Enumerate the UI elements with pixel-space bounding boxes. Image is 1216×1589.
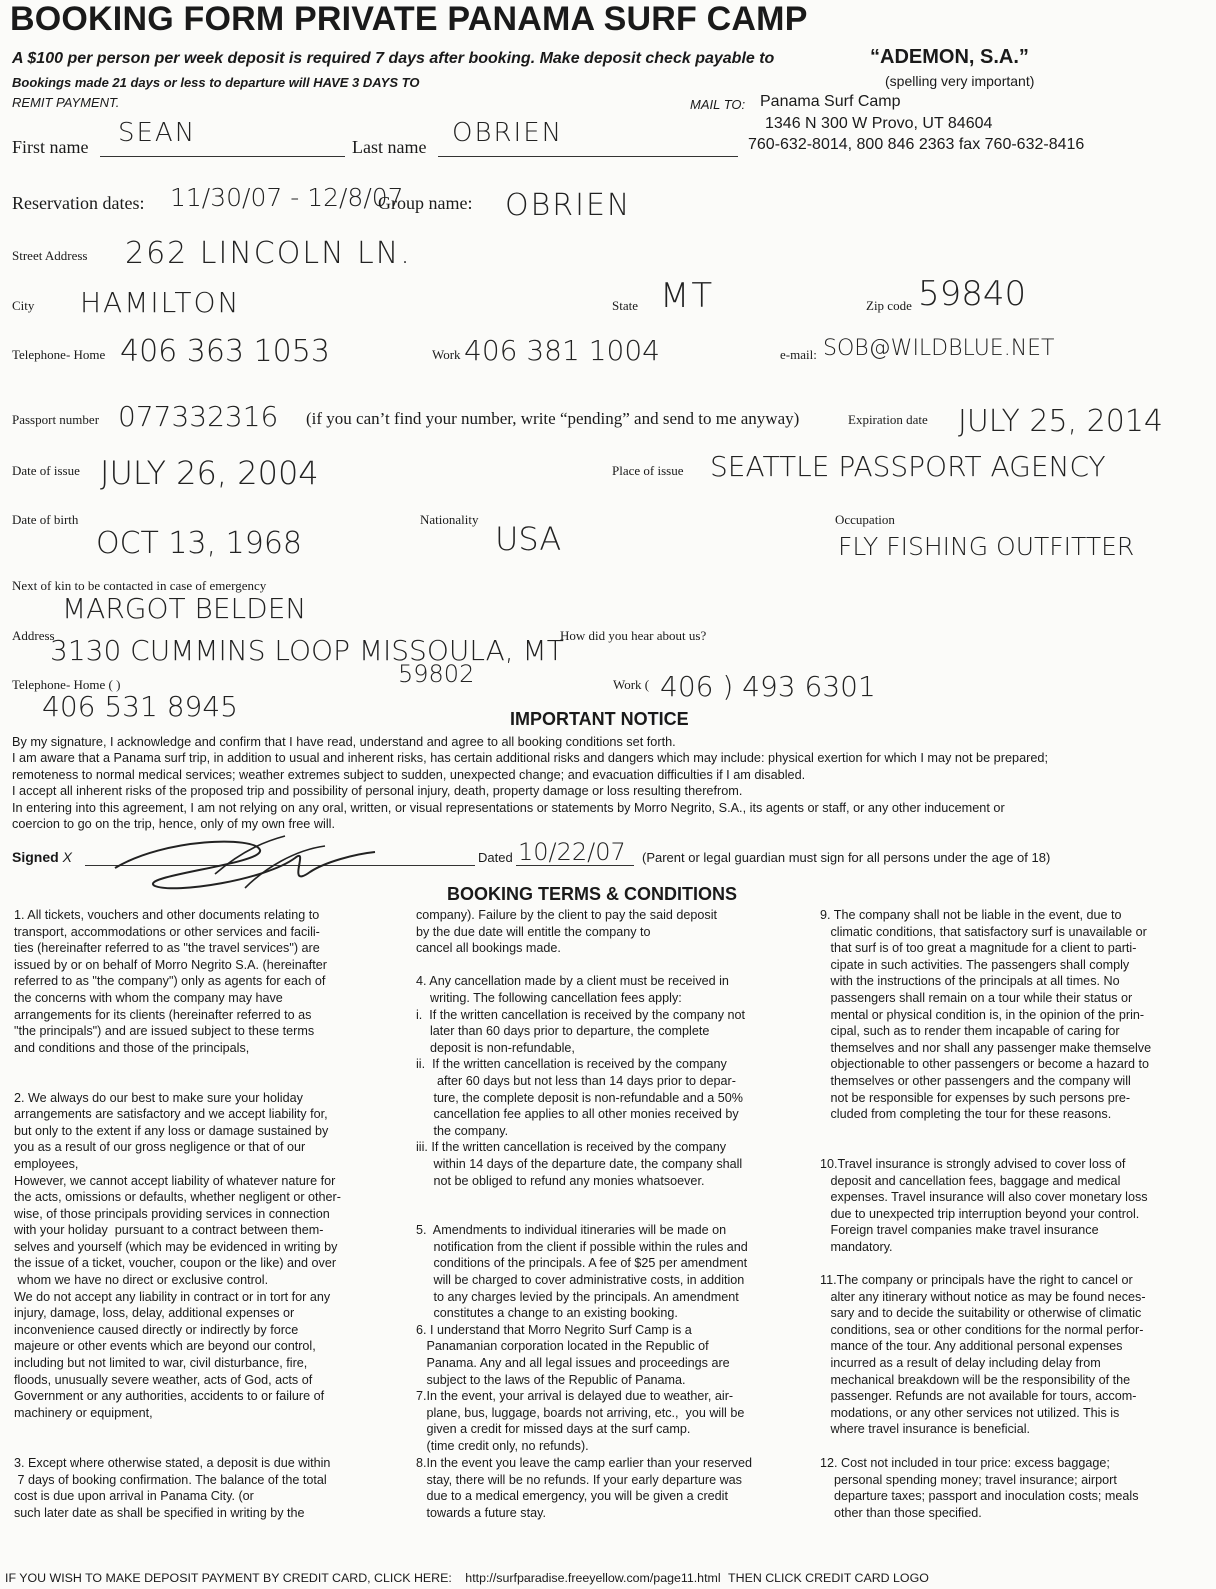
next-of-kin-label: Next of kin to be contacted in case of emergency: [12, 578, 267, 593]
first-name-value[interactable]: SEAN: [118, 118, 197, 148]
occupation-value[interactable]: FLY FISHING OUTFITTER: [838, 532, 1135, 561]
last-name-value[interactable]: OBRIEN: [452, 118, 564, 148]
mail-name: Panama Surf Camp: [760, 93, 901, 110]
passport-note: (if you can’t find your number, write “pending” and send to me anyway): [306, 409, 800, 428]
important-notice-body: [12, 734, 1212, 832]
group-name-label: Group name:: [378, 193, 473, 213]
reservation-dates-value[interactable]: 11/30/07 - 12/8/07: [170, 183, 404, 212]
short-notice-line-2: REMIT PAYMENT.: [12, 95, 120, 110]
terms-col-1-bottom: 3. Except where otherwise stated, a deposit is due within 7 days of booking confirmation. The balance of the total cost is due upon arrival in Panama City. (or such later date as shall be specified in writing by the: [14, 1456, 331, 1520]
nationality-value[interactable]: USA: [495, 520, 562, 558]
street-address-value[interactable]: 262 LINCOLN LN.: [125, 236, 412, 271]
mail-phones: 760-632-8014, 800 846 2363 fax 760-632-8416: [748, 136, 1085, 153]
expiration-value[interactable]: JULY 25, 2014: [958, 404, 1163, 439]
signed-label: [12, 849, 72, 865]
state-label: State: [612, 298, 638, 313]
terms-col-2-top: company). Failure by the client to pay the said deposit by the due date will entitle the company to cancel all bookings made. 4. Any cancellation made by a client must be received in writing. The following cancellation fees apply: i. If the written cancellation is received by the company not later than 60 days prior to departure, the complete deposit is non-refundable, ii. If the written cancellation is received by the company after 60 days but not less than 14 days prior to depar- ture, the complete deposit is non-refundable and a 50% cancellation fee applies to all other monies received by the company. iii. If the written cancellation is received by the company within 14 days of the departure date, the company shall not be obliged to refund any monies whatsoever. 5. Amendments to individual itineraries will be made on notification from the client if possible within the rules and conditions of the principals. A fee of $25 per amendment will be charged to cover administrative costs, in addition to any charges levied by the principals. An amendment constitutes a change to an existing booking. 6. I understand that Morro Negrito Surf Camp is a Panamanian corporation located in the Republic of Panama. Any and all legal issues and proceedings are subject to the laws of the Republic of Panama. 7.In the event, your arrival is delayed due to weather, air- plane, bus, luggage, boards not arriving, etc., you will be given a credit for missed days at the surf camp. (time credit only, no refunds).: [416, 908, 748, 1453]
place-of-issue-value[interactable]: SEATTLE PASSPORT AGENCY: [710, 450, 1106, 483]
first-name-label: First name: [12, 137, 89, 157]
city-label: City: [12, 298, 35, 313]
short-notice-line-1: Bookings made 21 days or less to departure will HAVE 3 DAYS TO: [12, 75, 420, 90]
email-label: e-mail:: [780, 347, 817, 362]
date-of-birth-value[interactable]: OCT 13, 1968: [96, 526, 303, 561]
signature-scribble[interactable]: [95, 828, 385, 896]
street-address-label: Street Address: [12, 248, 88, 263]
kin-work-label: Work (: [613, 677, 650, 692]
terms-heading: BOOKING TERMS & CONDITIONS: [447, 884, 738, 904]
kin-address-value[interactable]: 3130 CUMMINS LOOP MISSOULA, MT: [50, 634, 564, 667]
footer-tail: THEN CLICK CREDIT CARD LOGO: [728, 1571, 929, 1585]
nationality-label: Nationality: [420, 512, 479, 527]
footer-text: IF YOU WISH TO MAKE DEPOSIT PAYMENT BY CREDIT CARD, CLICK HERE:: [5, 1571, 452, 1585]
work-label: Work: [432, 347, 461, 362]
passport-number-label: Passport number: [12, 412, 100, 427]
place-of-issue-label: Place of issue: [612, 463, 684, 478]
signed-text: Signed: [12, 849, 59, 865]
tel-home-label: Telephone- Home: [12, 347, 106, 362]
email-value[interactable]: SOB@WILDBLUE.NET: [823, 336, 1055, 361]
spelling-note: (spelling very important): [885, 73, 1035, 89]
dated-label: Dated: [478, 850, 513, 865]
passport-number-value[interactable]: 077332316: [118, 400, 279, 433]
notice-line: By my signature, I acknowledge and confirm that I have read, understand and agree to all booking conditions set forth.: [12, 735, 676, 749]
group-name-value[interactable]: OBRIEN: [505, 188, 632, 223]
tel-home-value[interactable]: 406 363 1053: [120, 334, 330, 369]
last-name-label: Last name: [352, 137, 427, 157]
important-notice-heading: IMPORTANT NOTICE: [510, 709, 689, 729]
occupation-label: Occupation: [835, 512, 895, 527]
notice-line: In entering into this agreement, I am not relying on any oral, written, or visual representations or statements by Morro Negrito, S.A., its agents or staff, or any other inducement or: [12, 800, 1005, 815]
next-of-kin-value[interactable]: MARGOT BELDEN: [62, 592, 307, 625]
work-value[interactable]: 406 381 1004: [464, 334, 660, 367]
guardian-note: (Parent or legal guardian must sign for all persons under the age of 18): [642, 850, 1051, 865]
notice-line: I am aware that a Panama surf trip, in addition to usual and inherent risks, has certain additional risks and dangers which may include: physical exertion for which I may not be prepared;: [12, 751, 1048, 766]
form-title: BOOKING FORM PRIVATE PANAMA SURF CAMP: [10, 0, 808, 38]
date-of-issue-value[interactable]: JULY 26, 2004: [100, 454, 319, 492]
state-value[interactable]: MT: [660, 276, 715, 316]
deposit-notice: [12, 50, 774, 68]
signed-x: X: [62, 849, 72, 865]
terms-col-2-bottom: 8.In the event you leave the camp earlier than your reserved stay, there will be no refunds. If your early departure was due to a medical emergency, you will be given a credit towards a future stay.: [416, 1456, 753, 1520]
date-of-birth-label: Date of birth: [12, 512, 79, 527]
first-name-line: [100, 155, 345, 157]
notice-line: remoteness to normal medical services; weather extremes subject to sudden, unexpected change; and evacuation difficulties if I am disabled.: [12, 767, 806, 782]
footer: [5, 1571, 929, 1585]
kin-tel-home-value[interactable]: 406 531 8945: [42, 690, 238, 723]
footer-link[interactable]: http://surfparadise.freeyellow.com/page11.html: [465, 1571, 721, 1585]
terms-col-3-bottom: 12. Cost not included in tour price: excess baggage; personal spending money; travel insurance; airport departure taxes; passport and inoculation costs; meals other than those specified.: [820, 1456, 1139, 1520]
terms-col-3-top: 9. The company shall not be liable in the event, due to climatic conditions, that satisfactory surf is unavailable or that surf is of too great a magnitude for a client to parti- cipate in such activities. The passengers shall comply with the instructions of the principals at all times. No passengers shall remain on a tour while their status or mental or physical condition is, in the opinion of the prin- cipal, such as to render them incapable of caring for themselves and nor shall any passenger make themselve objectionable to other passengers or become a hazard to themselves or other passengers and the company will not be responsible for expenses by such persons pre- cluded from completing the tour for these reasons. 10.Travel insurance is strongly advised to cover loss of deposit and cancellation fees, baggage and medical expenses. Travel insurance will also cover monetary loss due to unexpected trip interruption beyond your control. Foreign travel companies make travel insurance mandatory. 11.The company or principals have the right to cancel or alter any itinerary without notice as may be found neces- sary and to decide the suitability or otherwise of climatic conditions, sea or other conditions for the normal perfor- mance of the tour. Any additional personal expenses incurred as a result of delay including delay from mechanical breakdown will be the responsibility of the passenger. Refunds are not available for tours, accom- modations, or any other services not utilized. This is where travel insurance is beneficial.: [820, 908, 1152, 1437]
mail-address: 1346 N 300 W Provo, UT 84604: [765, 115, 993, 132]
payee-name: “ADEMON, S.A.”: [870, 46, 1029, 68]
kin-tel-home-label: Telephone- Home ( ): [12, 677, 121, 692]
expiration-label: Expiration date: [848, 412, 928, 427]
mail-to-label: MAIL TO:: [690, 97, 746, 112]
kin-address-label: Address: [12, 628, 55, 643]
terms-col-1-top: 1. All tickets, vouchers and other documents relating to transport, accommodations or other services and facili- ties (hereinafter referred to as "the travel services") are issued by or on behalf of Morro Negrito S.A. (hereinafter referred to as "the company") only as agents for each of the concerns with whom the company may have arrangements for its clients (hereinafter referred to as "the principals") and are issued subject to these terms and conditions and those of the principals, 2. We always do our best to make sure your holiday arrangements are satisfactory and we accept liability for, but only to the extent if any loss or damage sustained by you as a result of our gross negligence or that of our employees, However, we cannot accept liability of whatever nature for the acts, omissions or defaults, whether negligent or other- wise, of those principals providing services in connection with your holiday pursuant to a contract between them- selves and yourself (which may be evidenced in writing by the issue of a ticket, voucher, coupon or the like) and over whom we have no direct or exclusive control. We do not accept any liability in contract or in tort for any injury, damage, loss, delay, additional expenses or inconvenience caused directly or indirectly by force majeure or other events which are beyond our control, including but not limited to war, civil disturbance, fire, floods, unusually severe weather, acts of God, acts of Government or any authorities, accidents to or failure of machinery or equipment,: [14, 908, 341, 1420]
how-heard-label: How did you hear about us?: [560, 628, 707, 643]
kin-zip-value[interactable]: 59802: [398, 660, 475, 688]
date-of-issue-label: Date of issue: [12, 463, 80, 478]
zip-value[interactable]: 59840: [918, 274, 1027, 314]
zip-label: Zip code: [866, 298, 912, 313]
last-name-line: [438, 155, 738, 157]
notice-line: I accept all inherent risks of the proposed trip and possibility of personal injury, death, property damage or loss resulting therefrom.: [12, 784, 743, 799]
city-value[interactable]: HAMILTON: [80, 286, 241, 319]
deposit-notice-text: A $100 per person per week deposit is required 7 days after booking. Make deposit check payable to: [12, 50, 775, 67]
reservation-dates-label: Reservation dates:: [12, 193, 145, 213]
notice-line: coercion to go on the trip, hence, only of my own free will.: [12, 817, 335, 832]
dated-value[interactable]: 10/22/07: [518, 838, 626, 866]
kin-work-value[interactable]: 406 ) 493 6301: [660, 670, 876, 703]
